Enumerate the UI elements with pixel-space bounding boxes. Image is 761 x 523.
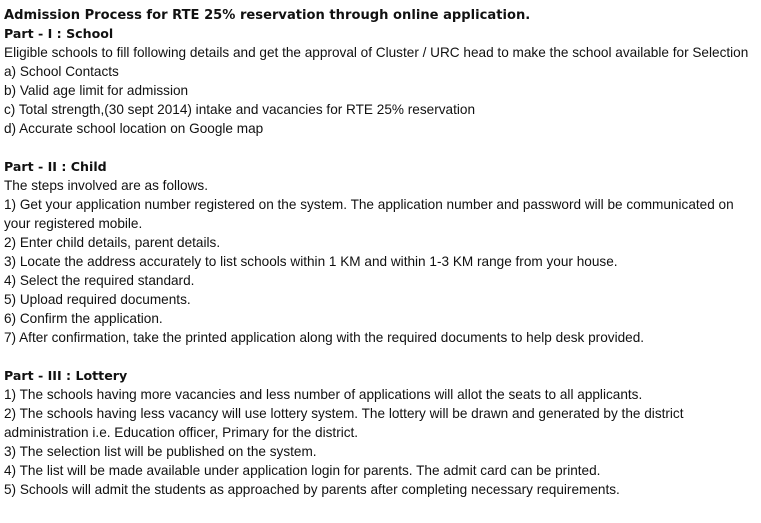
list-item: 5) Upload required documents. — [4, 292, 191, 307]
section-intro-child: The steps involved are as follows. — [4, 178, 209, 193]
list-item: 4) Select the required standard. — [4, 273, 195, 288]
list-item: a) School Contacts — [4, 64, 119, 79]
section-heading-child: Part - II : Child — [4, 159, 107, 174]
section-school — [4, 24, 761, 138]
list-item: 2) Enter child details, parent details. — [4, 235, 221, 250]
section-heading-lottery: Part - III : Lottery — [4, 368, 128, 383]
list-item: 5) Schools will admit the students as approached by parents after completing necessary requirements. — [4, 482, 620, 497]
list-item: 1) The schools having more vacancies and less number of applications will allot the seats to all applicants. — [4, 387, 643, 402]
list-item: 3) Locate the address accurately to list schools within 1 KM and within 1-3 KM range from your house. — [4, 254, 618, 269]
section-intro-school: Eligible schools to fill following details and get the approval of Cluster / URC head to make the school available for Selection — [4, 45, 749, 60]
lottery-rules-list — [4, 385, 761, 499]
list-item: 6) Confirm the application. — [4, 311, 163, 326]
section-lottery — [4, 366, 761, 499]
list-item: c) Total strength,(30 sept 2014) intake and vacancies for RTE 25% reservation — [4, 102, 476, 117]
section-heading-school: Part - I : School — [4, 26, 114, 41]
section-child — [4, 157, 761, 347]
list-item: 1) Get your application number registered on the system. The application number and password will be communicated on your registered mobile. — [4, 197, 734, 231]
child-steps-list — [4, 195, 761, 347]
list-item: 2) The schools having less vacancy will use lottery system. The lottery will be drawn and generated by the district administration i.e. Education officer, Primary for the district. — [4, 406, 684, 440]
list-item: d) Accurate school location on Google map — [4, 121, 264, 136]
school-requirements-list — [4, 62, 761, 138]
document-title: Admission Process for RTE 25% reservation through online application. — [4, 8, 531, 23]
list-item: 7) After confirmation, take the printed application along with the required documents to help desk provided. — [4, 330, 645, 345]
list-item: 3) The selection list will be published on the system. — [4, 444, 317, 459]
list-item: 4) The list will be made available under application login for parents. The admit card can be printed. — [4, 463, 601, 478]
list-item: b) Valid age limit for admission — [4, 83, 189, 98]
